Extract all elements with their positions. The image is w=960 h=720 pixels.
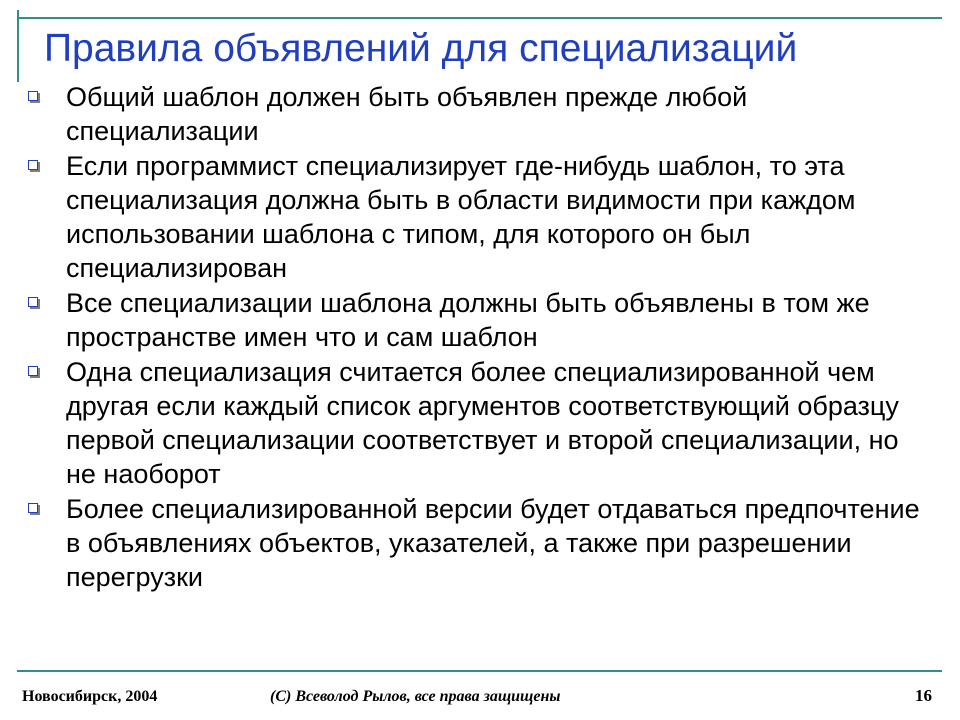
- bullet-item: [28, 149, 933, 285]
- slide-title: Правила объявлений для специализаций: [44, 27, 798, 70]
- bullet-list: [28, 80, 933, 595]
- hollow-square-bullet-icon: [28, 297, 38, 307]
- decorative-top-line: [17, 17, 942, 19]
- bullet-text: Общий шаблон должен быть объявлен прежде любой специализации: [66, 82, 748, 146]
- bullet-text: Более специализированной версии будет отдаваться предпочтение в объявлениях объектов, указателей, а также при разрешении перегрузки: [66, 494, 920, 592]
- page-number: 16: [915, 686, 932, 705]
- footer-location-year: Новосибирск, 2004: [22, 688, 158, 705]
- bullet-text: Все специализации шаблона должны быть объявлены в том же пространстве имен что и сам шаблон: [66, 288, 870, 352]
- footer-copyright: (С) Всеволод Рылов, все права защищены: [270, 688, 561, 705]
- bullet-item: [28, 80, 933, 148]
- decorative-vertical-line: [17, 10, 19, 82]
- bullet-item: [28, 492, 933, 594]
- bullet-text: Одна специализация считается более специализированной чем другая если каждый список аргументов соответствующий образцу первой специализации соответствует и второй специализации, но не наоборот: [66, 357, 899, 489]
- bullet-text: Если программист специализирует где-нибудь шаблон, то эта специализация должна быть в области видимости при каждом использовании шаблона с типом, для которого он был специализирован: [66, 151, 856, 283]
- bullet-item: [28, 355, 933, 491]
- hollow-square-bullet-icon: [28, 366, 38, 376]
- hollow-square-bullet-icon: [28, 91, 38, 101]
- hollow-square-bullet-icon: [28, 503, 38, 513]
- footer-divider: [17, 670, 942, 672]
- bullet-item: [28, 286, 933, 354]
- hollow-square-bullet-icon: [28, 160, 38, 170]
